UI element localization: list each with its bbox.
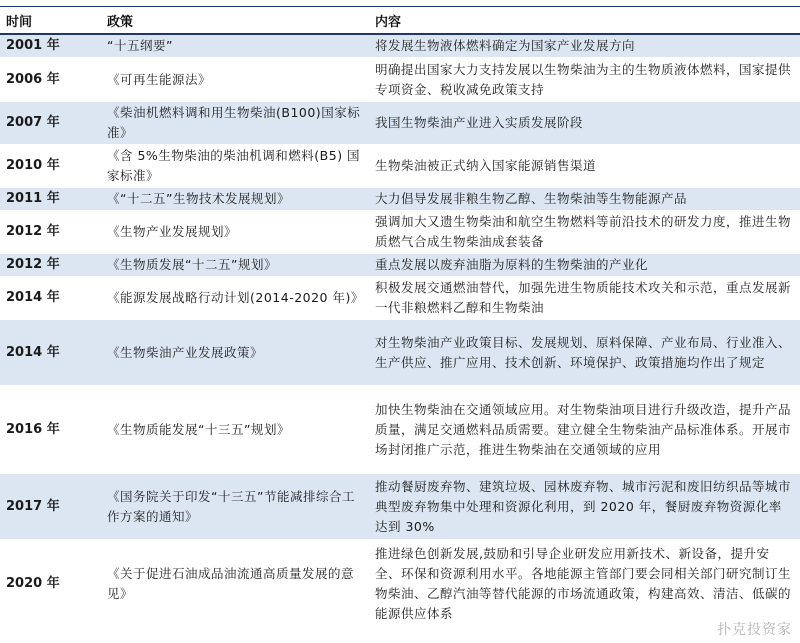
row-year: 2014 年 [0, 320, 101, 386]
row-content: 明确提出国家大力支持发展以生物柴油为主的生物质液体燃料，国家提供专项资金、税收减免政策支持 [369, 58, 800, 102]
row-year: 2011 年 [0, 188, 101, 211]
table-row [0, 474, 800, 540]
row-policy: 《能源发展战略行动计划(2014-2020 年)》 [101, 277, 369, 320]
header-policy: 政策 [101, 7, 369, 34]
table-row [0, 386, 800, 474]
row-policy: 《生物柴油产业发展政策》 [101, 320, 369, 386]
table-row [0, 145, 800, 188]
table-row [0, 320, 800, 386]
row-year: 2001 年 [0, 34, 101, 58]
row-content: 将发展生物液体燃料确定为国家产业发展方向 [369, 34, 800, 58]
row-policy: 《含 5%生物柴油的柴油机调和燃料(B5) 国家标准》 [101, 145, 369, 188]
row-year: 2014 年 [0, 277, 101, 320]
row-policy: 《国务院关于印发“十三五”节能减排综合工作方案的通知》 [101, 474, 369, 540]
row-policy: “十五纲要” [101, 34, 369, 58]
row-policy: 《柴油机燃料调和用生物柴油(B100)国家标准》 [101, 102, 369, 145]
header-time: 时间 [0, 7, 101, 34]
table-header-row [0, 7, 800, 34]
row-year: 2020 年 [0, 540, 101, 628]
table-row [0, 540, 800, 628]
table-row [0, 277, 800, 320]
row-content: 对生物柴油产业政策目标、发展规划、原料保障、产业布局、行业准入、生产供应、推广应用、技术创新、环境保护、政策措施均作出了规定 [369, 320, 800, 386]
table-row [0, 58, 800, 102]
table-row [0, 34, 800, 58]
row-content: 大力倡导发展非粮生物乙醇、生物柴油等生物能源产品 [369, 188, 800, 211]
row-year: 2016 年 [0, 386, 101, 474]
table-row [0, 188, 800, 211]
row-content: 我国生物柴油产业进入实质发展阶段 [369, 102, 800, 145]
row-content: 重点发展以废弃油脂为原料的生物柴油的产业化 [369, 254, 800, 277]
table-row [0, 211, 800, 254]
policy-table [0, 7, 800, 628]
row-content: 生物柴油被正式纳入国家能源销售渠道 [369, 145, 800, 188]
row-content: 加快生物柴油在交通领域应用。对生物柴油项目进行升级改造，提升产品质量，满足交通燃料品质需要。建立健全生物柴油产品标准体系。开展市场封闭推广示范，推进生物柴油在交通领域的应用 [369, 386, 800, 474]
row-content: 强调加大又遗生物柴油和航空生物燃料等前沿技术的研发力度，推进生物质燃气合成生物柴油成套装备 [369, 211, 800, 254]
row-content: 推动餐厨废弃物、建筑垃圾、园林废弃物、城市污泥和废旧纺织品等城市典型废弃物集中处理和资源化利用，到 2020 年，餐厨废弃物资源化率达到 30% [369, 474, 800, 540]
row-year: 2012 年 [0, 254, 101, 277]
row-year: 2017 年 [0, 474, 101, 540]
row-year: 2010 年 [0, 145, 101, 188]
table-row [0, 254, 800, 277]
table-row [0, 102, 800, 145]
row-policy: 《生物产业发展规划》 [101, 211, 369, 254]
row-content: 积极发展交通燃油替代，加强先进生物质能技术攻关和示范，重点发展新一代非粮燃料乙醇和生物柴油 [369, 277, 800, 320]
row-year: 2007 年 [0, 102, 101, 145]
row-year: 2006 年 [0, 58, 101, 102]
watermark-text: 扑克投资家 [717, 622, 792, 638]
row-policy: 《生物质能发展“十三五”规划》 [101, 386, 369, 474]
header-content: 内容 [369, 7, 800, 34]
row-content: 推进绿色创新发展,鼓励和引导企业研发应用新技术、新设备，提升安全、环保和资源利用水平。各地能源主管部门要会同相关部门研究制订生物柴油、乙醇汽油等替代能源的市场流通政策，构建高效、清洁、低碳的能源供应体系 [369, 540, 800, 628]
row-policy: 《可再生能源法》 [101, 58, 369, 102]
row-policy: 《“十二五”生物技术发展规划》 [101, 188, 369, 211]
row-policy: 《生物质发展“十二五”规划》 [101, 254, 369, 277]
row-policy: 《关于促进石油成品油流通高质量发展的意见》 [101, 540, 369, 628]
row-year: 2012 年 [0, 211, 101, 254]
